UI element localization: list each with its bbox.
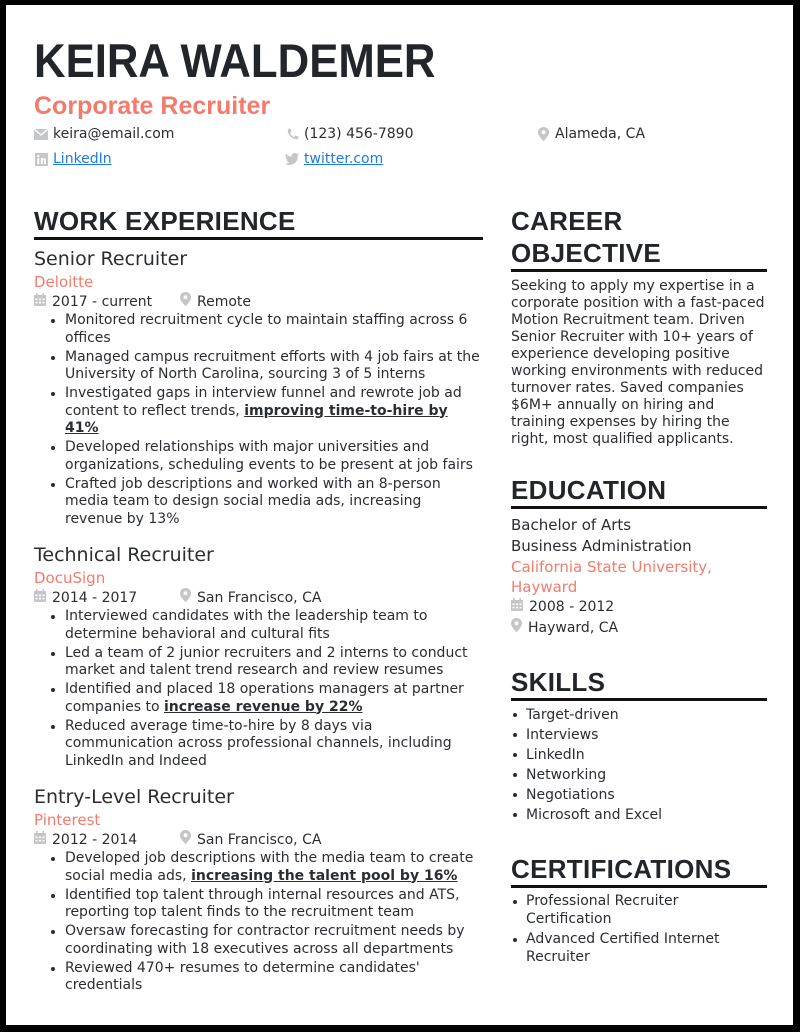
- education-location: [511, 618, 767, 638]
- skills-section: [511, 666, 767, 825]
- bullet-text: Reduced average time-to-hire by 8 days via communication across professional channels, including LinkedIn and Indeed: [65, 717, 452, 769]
- right-column: [511, 205, 767, 968]
- contact-location: [536, 124, 645, 144]
- company-name: Deloitte: [34, 273, 94, 291]
- bullet-text: Investigated gaps in interview funnel and rewrote job ad content to reflect trends,: [65, 385, 462, 419]
- linkedin-icon: [34, 152, 48, 166]
- job-bullets: [47, 312, 483, 528]
- calendar-icon: [34, 292, 46, 312]
- job-location: San Francisco, CA: [197, 832, 322, 848]
- job-meta: [34, 588, 483, 608]
- left-column: [34, 205, 483, 996]
- bullet-text: Identified and placed 18 operations managers at partner companies to: [65, 681, 464, 715]
- education-dates-text: 2008 - 2012: [529, 599, 615, 615]
- candidate-title: Corporate Recruiter: [34, 92, 271, 120]
- skills-heading: SKILLS: [511, 666, 767, 701]
- education-field: Business Administration: [511, 537, 692, 555]
- job-bullet: [47, 385, 483, 438]
- bullet-text: Identified top talent through internal resources and ATS, reporting top talent finds to the recruitment team: [65, 886, 460, 920]
- job-bullets: [47, 608, 483, 770]
- contact-info: [34, 124, 774, 174]
- bullet-text: Interviewed candidates with the leadership team to determine behavioral and cultural fits: [65, 608, 428, 642]
- job-meta: [34, 830, 483, 850]
- job-bullet: [47, 718, 483, 771]
- education-heading: EDUCATION: [511, 474, 767, 509]
- job-bullet: [47, 850, 483, 885]
- company-name: DocuSign: [34, 569, 106, 587]
- job-meta: [34, 292, 483, 312]
- job-list: [34, 246, 483, 995]
- skill-item: LinkedIn: [511, 745, 767, 765]
- job-title: Senior Recruiter: [34, 248, 188, 270]
- job-bullet: [47, 645, 483, 680]
- job-bullet: [47, 887, 483, 922]
- map-pin-icon: [180, 292, 191, 312]
- job-location: Remote: [197, 294, 252, 310]
- bullet-text: Monitored recruitment cycle to maintain staffing across 6 offices: [65, 312, 468, 346]
- phone-text: (123) 456-7890: [304, 126, 414, 142]
- contact-phone: [285, 124, 414, 144]
- education-school: California State University, Hayward: [511, 558, 712, 596]
- resume-header: [34, 35, 774, 174]
- skill-item: Interviews: [511, 725, 767, 745]
- location-text: Alameda, CA: [555, 126, 646, 142]
- map-pin-icon: [180, 830, 191, 850]
- job-entry: [34, 784, 483, 995]
- education-location-text: Hayward, CA: [528, 620, 619, 636]
- job-dates: 2012 - 2014: [52, 832, 138, 848]
- map-pin-icon: [511, 618, 522, 638]
- work-experience-heading: WORK EXPERIENCE: [34, 205, 483, 240]
- skill-item: Target-driven: [511, 705, 767, 725]
- bullet-text: Led a team of 2 junior recruiters and 2 interns to conduct market and talent trend research and review resumes: [65, 644, 468, 678]
- job-bullet: [47, 681, 483, 716]
- certification-item: Advanced Certified Internet Recruiter: [511, 930, 767, 966]
- email-text: keira@email.com: [53, 126, 175, 142]
- job-bullet: [47, 439, 483, 474]
- twitter-link[interactable]: twitter.com: [304, 151, 384, 167]
- contact-linkedin[interactable]: [34, 149, 112, 169]
- bullet-highlight: increasing the talent pool by 16%: [191, 867, 458, 884]
- twitter-icon: [285, 152, 299, 166]
- job-entry: [34, 246, 483, 528]
- bullet-text: Developed job descriptions with the media team to create social media ads,: [65, 850, 474, 884]
- map-pin-icon: [536, 127, 550, 141]
- education-dates: [511, 597, 767, 617]
- bullet-highlight: increase revenue by 22%: [164, 698, 363, 715]
- job-bullet: [47, 476, 483, 529]
- calendar-icon: [511, 597, 523, 617]
- career-objective-heading: [511, 205, 767, 272]
- bullet-text: Crafted job descriptions and worked with an 8-person media team to design social media ads, increasing revenue by 13%: [65, 475, 441, 527]
- job-entry: [34, 542, 483, 770]
- bullet-text: Oversaw forecasting for contractor recruitment needs by coordinating with 18 executives across all departments: [65, 923, 465, 957]
- certifications-section: [511, 853, 767, 966]
- bullet-text: Reviewed 470+ resumes to determine candidates' credentials: [65, 959, 420, 993]
- job-title: Technical Recruiter: [34, 544, 214, 566]
- resume-page: [6, 5, 793, 1025]
- skill-item: Networking: [511, 765, 767, 785]
- job-bullet: [47, 923, 483, 958]
- job-bullet: [47, 608, 483, 643]
- envelope-icon: [34, 127, 48, 141]
- job-location: San Francisco, CA: [197, 590, 322, 606]
- calendar-icon: [34, 830, 46, 850]
- job-title: Entry-Level Recruiter: [34, 786, 234, 808]
- job-bullet: [47, 349, 483, 384]
- phone-icon: [285, 127, 299, 141]
- certifications-list: [511, 892, 767, 966]
- skill-item: Negotiations: [511, 785, 767, 805]
- candidate-name: KEIRA WALDEMER: [34, 34, 436, 87]
- job-bullet: [47, 312, 483, 347]
- linkedin-link[interactable]: LinkedIn: [53, 151, 112, 167]
- map-pin-icon: [180, 588, 191, 608]
- career-objective-text: Seeking to apply my expertise in a corporate position with a fast-paced Motion Recruitment team. Driven Senior Recruiter with 10+ years of experience developing positive working environments with reduced turnover rates. Saved companies $6M+ annually on hiring and training expenses by hiring the right, most qualified applicants.: [511, 278, 765, 447]
- job-dates: 2014 - 2017: [52, 590, 138, 606]
- education-degree: Bachelor of Arts: [511, 516, 632, 534]
- education-section: [511, 474, 767, 638]
- certification-item: Professional Recruiter Certification: [511, 892, 767, 928]
- calendar-icon: [34, 588, 46, 608]
- career-objective-heading-line1: CAREER: [511, 206, 623, 236]
- certifications-heading: CERTIFICATIONS: [511, 853, 767, 888]
- bullet-highlight: improving time-to-hire by 41%: [65, 402, 448, 436]
- skills-list: [511, 705, 767, 825]
- contact-twitter[interactable]: [285, 149, 383, 169]
- job-dates: 2017 - current: [52, 294, 153, 310]
- job-bullets: [47, 850, 483, 995]
- career-objective-heading-line2: OBJECTIVE: [511, 238, 662, 268]
- bullet-text: Developed relationships with major universities and organizations, scheduling events to be present at job fairs: [65, 439, 473, 473]
- skill-item: Microsoft and Excel: [511, 805, 767, 825]
- bullet-text: Managed campus recruitment efforts with 4 job fairs at the University of North Carolina, sourcing 3 of 5 interns: [65, 348, 480, 382]
- job-bullet: [47, 960, 483, 995]
- contact-email: [34, 124, 174, 144]
- company-name: Pinterest: [34, 811, 101, 829]
